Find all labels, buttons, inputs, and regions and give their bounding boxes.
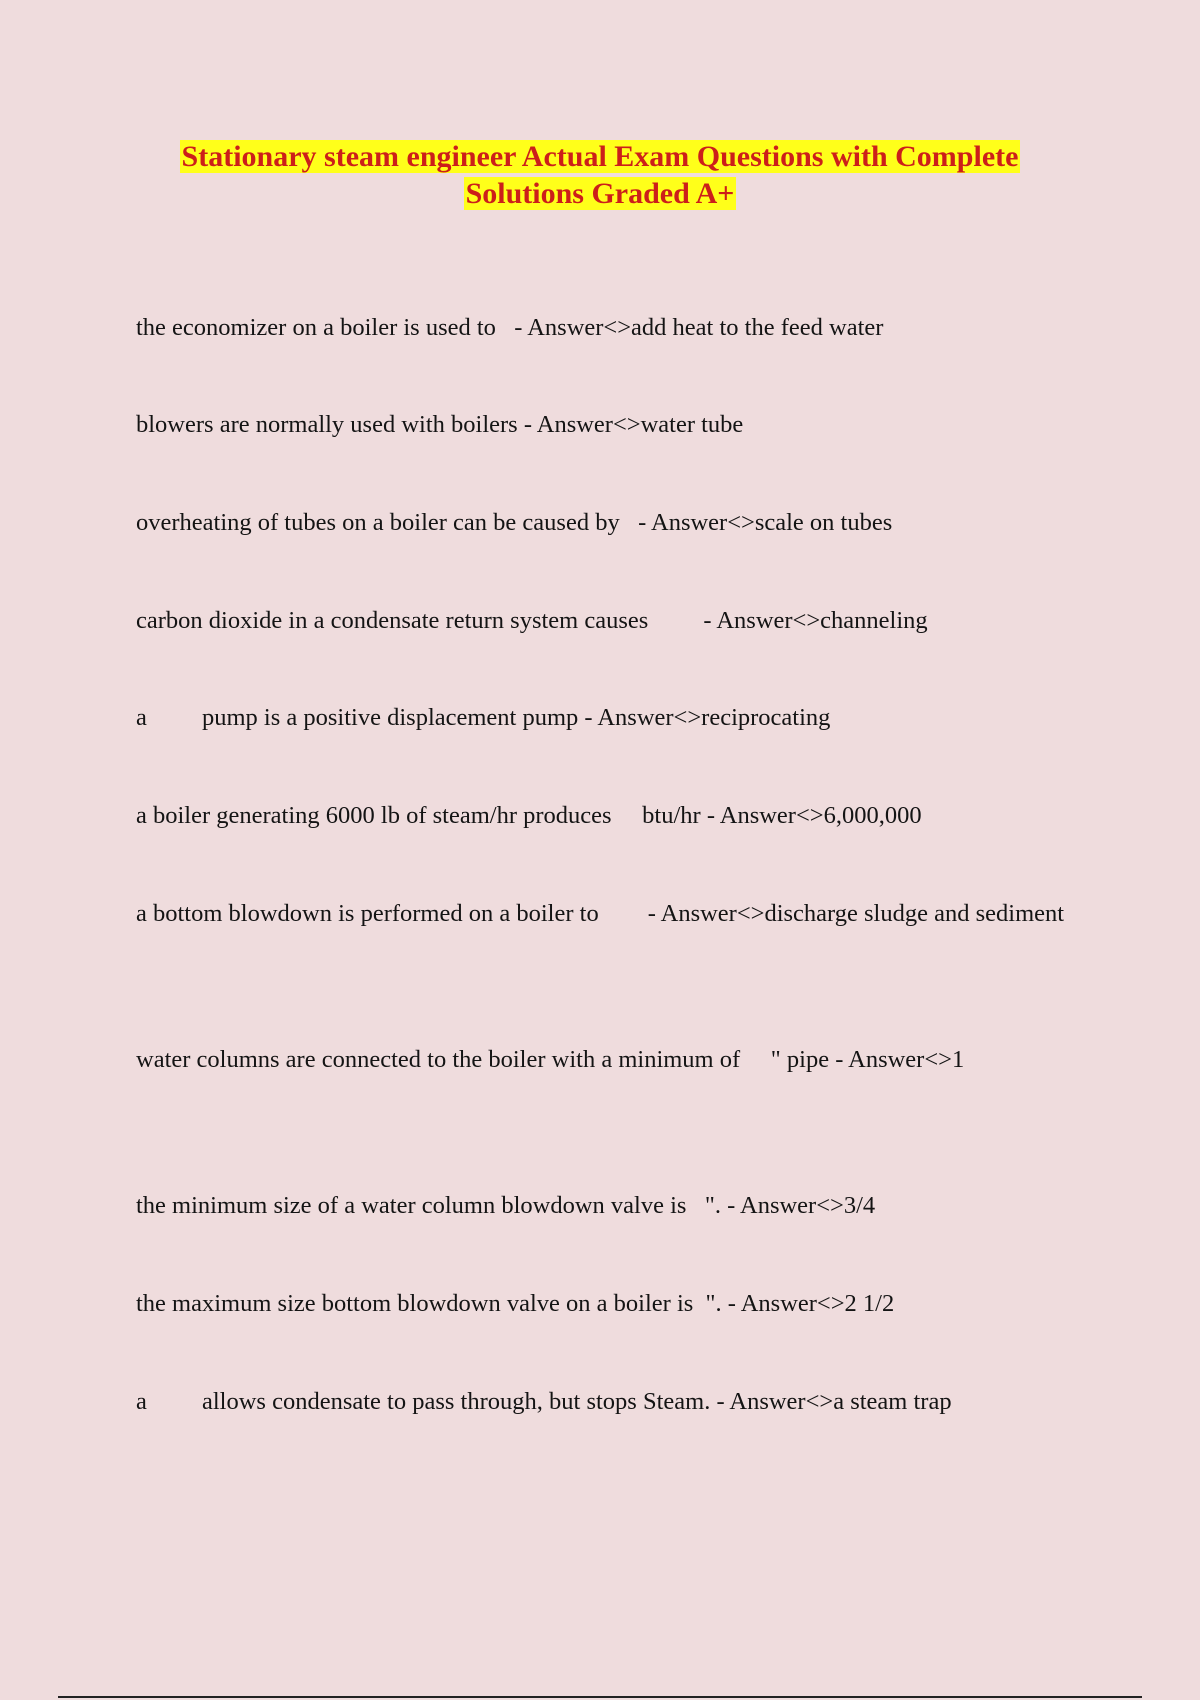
qa-item-5: a pump is a positive displacement pump - Answer<>reciprocating: [136, 704, 831, 731]
qa-item-3: overheating of tubes on a boiler can be caused by - Answer<>scale on tubes: [136, 509, 893, 536]
qa-item-4: carbon dioxide in a condensate return system causes - Answer<>channeling: [136, 607, 928, 634]
document-title: [80, 138, 1120, 212]
page-bottom-rule: [58, 1696, 1142, 1698]
qa-item-8: water columns are connected to the boiler with a minimum of " pipe - Answer<>1: [136, 1046, 965, 1073]
qa-item-2: blowers are normally used with boilers - Answer<>water tube: [136, 411, 744, 438]
qa-item-6: a boiler generating 6000 lb of steam/hr produces btu/hr - Answer<>6,000,000: [136, 802, 922, 829]
qa-item-11: a allows condensate to pass through, but stops Steam. - Answer<>a steam trap: [136, 1388, 952, 1415]
qa-item-1: the economizer on a boiler is used to - Answer<>add heat to the feed water: [136, 314, 884, 341]
qa-item-7: a bottom blowdown is performed on a boiler to - Answer<>discharge sludge and sediment: [136, 900, 1065, 927]
qa-item-9: the minimum size of a water column blowdown valve is ". - Answer<>3/4: [136, 1192, 876, 1219]
qa-item-10: the maximum size bottom blowdown valve on a boiler is ". - Answer<>2 1/2: [136, 1290, 895, 1317]
title-line-2: Solutions Graded A+: [465, 177, 735, 210]
title-line-1: Stationary steam engineer Actual Exam Questions with Complete: [181, 140, 1019, 173]
